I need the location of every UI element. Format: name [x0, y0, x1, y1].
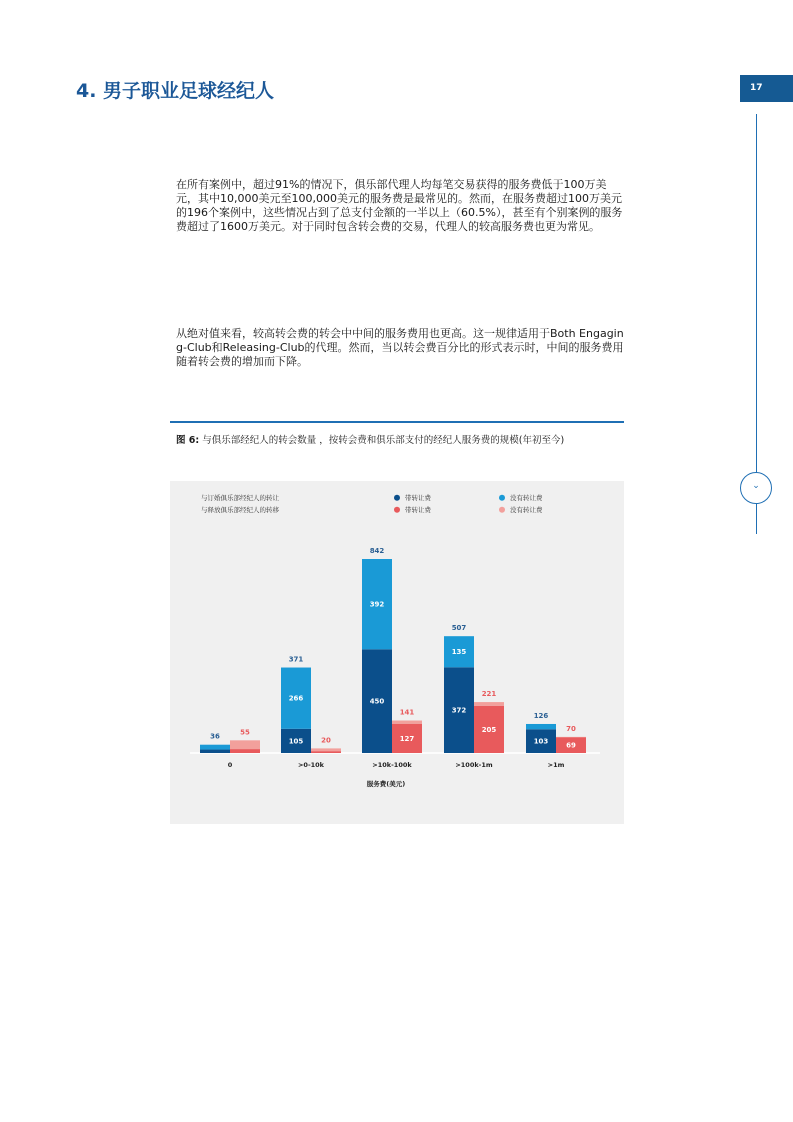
- bar-segment: [526, 724, 556, 729]
- x-tick-label: >100k-1m: [455, 761, 493, 769]
- bar-total-label: 141: [399, 708, 415, 717]
- legend-swatch: [499, 507, 505, 513]
- bar-total-label: 507: [451, 624, 467, 633]
- legend-item-label: 带转让费: [405, 494, 431, 502]
- bar-value-label: 135: [451, 648, 467, 657]
- legend-swatch: [499, 495, 505, 501]
- bar-value-label: 205: [481, 725, 497, 734]
- bar-value-label: 266: [288, 694, 304, 703]
- bar-total-label: 842: [369, 547, 385, 555]
- bar-value-label: 105: [288, 737, 304, 746]
- legend-swatch: [394, 495, 400, 501]
- bar-segment: [474, 702, 504, 706]
- figure-caption-text: 与俱乐部经纪人的转会数量 ，按转会费和俱乐部支付的经纪人服务费的规模(年初至今): [202, 435, 565, 446]
- figure-caption: [176, 432, 564, 446]
- paragraph-1: 在所有案例中，超过91%的情况下，俱乐部代理人均每笔交易获得的服务费低于100万美元，其中10,000美元至100,000美元的服务费是最常见的。然而，在服务费超过100万美元的196个案例中，这些情况占到了总支付金额的一半以上（60.5%），甚至有个别案例的服务费超过了1600万美元。对于同时包含转会费的交易，代理人的较高服务费也更为常见。: [176, 178, 623, 233]
- scroll-indicator-icon[interactable]: ⌄: [740, 472, 772, 504]
- bar-value-label: 450: [369, 697, 385, 706]
- bar-segment: [311, 751, 341, 753]
- legend-item-label: 没有转让费: [510, 506, 543, 514]
- bar-value-label: 372: [451, 706, 467, 715]
- bar-value-label: 69: [566, 741, 576, 750]
- bar-value-label: 392: [369, 600, 385, 609]
- chart-panel: [170, 481, 624, 824]
- legend-row-label: 与订婚俱乐部经纪人的转让: [201, 494, 279, 502]
- x-tick-label: 0: [227, 761, 233, 769]
- legend-item-label: 带转让费: [405, 506, 431, 514]
- bar-total-label: 221: [481, 690, 497, 699]
- bar-value-label: 103: [533, 737, 549, 746]
- bar-value-label: 127: [399, 734, 415, 743]
- x-tick-label: >1m: [547, 761, 565, 769]
- bar-total-label: 36: [210, 732, 220, 741]
- legend-item-label: 没有转让费: [510, 494, 543, 502]
- bar-total-label: 126: [533, 711, 549, 720]
- x-axis-label: 服务费(美元): [366, 780, 406, 788]
- legend-swatch: [394, 507, 400, 513]
- x-tick-label: >0-10k: [297, 761, 325, 769]
- figure-rule: [170, 421, 624, 423]
- bar-total-label: 55: [240, 728, 250, 737]
- stacked-bar-chart: [170, 481, 624, 824]
- bar-total-label: 371: [288, 655, 304, 664]
- bar-segment: [200, 750, 230, 753]
- x-tick-label: >10k-100k: [372, 761, 412, 769]
- page-number-badge: 17: [740, 75, 793, 102]
- figure-label: 图 6:: [176, 435, 200, 446]
- side-rule: [756, 114, 757, 534]
- bar-total-label: 20: [321, 736, 331, 745]
- section-title: 4. 男子职业足球经纪人: [76, 80, 275, 102]
- bar-segment: [556, 737, 586, 738]
- bar-segment: [392, 721, 422, 724]
- bar-segment: [311, 748, 341, 751]
- bar-total-label: 70: [566, 724, 576, 733]
- bar-segment: [230, 740, 260, 749]
- bar-segment: [200, 745, 230, 750]
- paragraph-2: 从绝对值来看，较高转会费的转会中中间的服务费用也更高。这一规律适用于Both Engaging-Club和Releasing-Club的代理。然而，当以转会费百分比的形式表示时，中间的服务费用随着转会费的增加而下降。: [176, 327, 624, 368]
- bar-segment: [230, 749, 260, 753]
- legend-row-label: 与释放俱乐部经纪人的转移: [201, 506, 279, 514]
